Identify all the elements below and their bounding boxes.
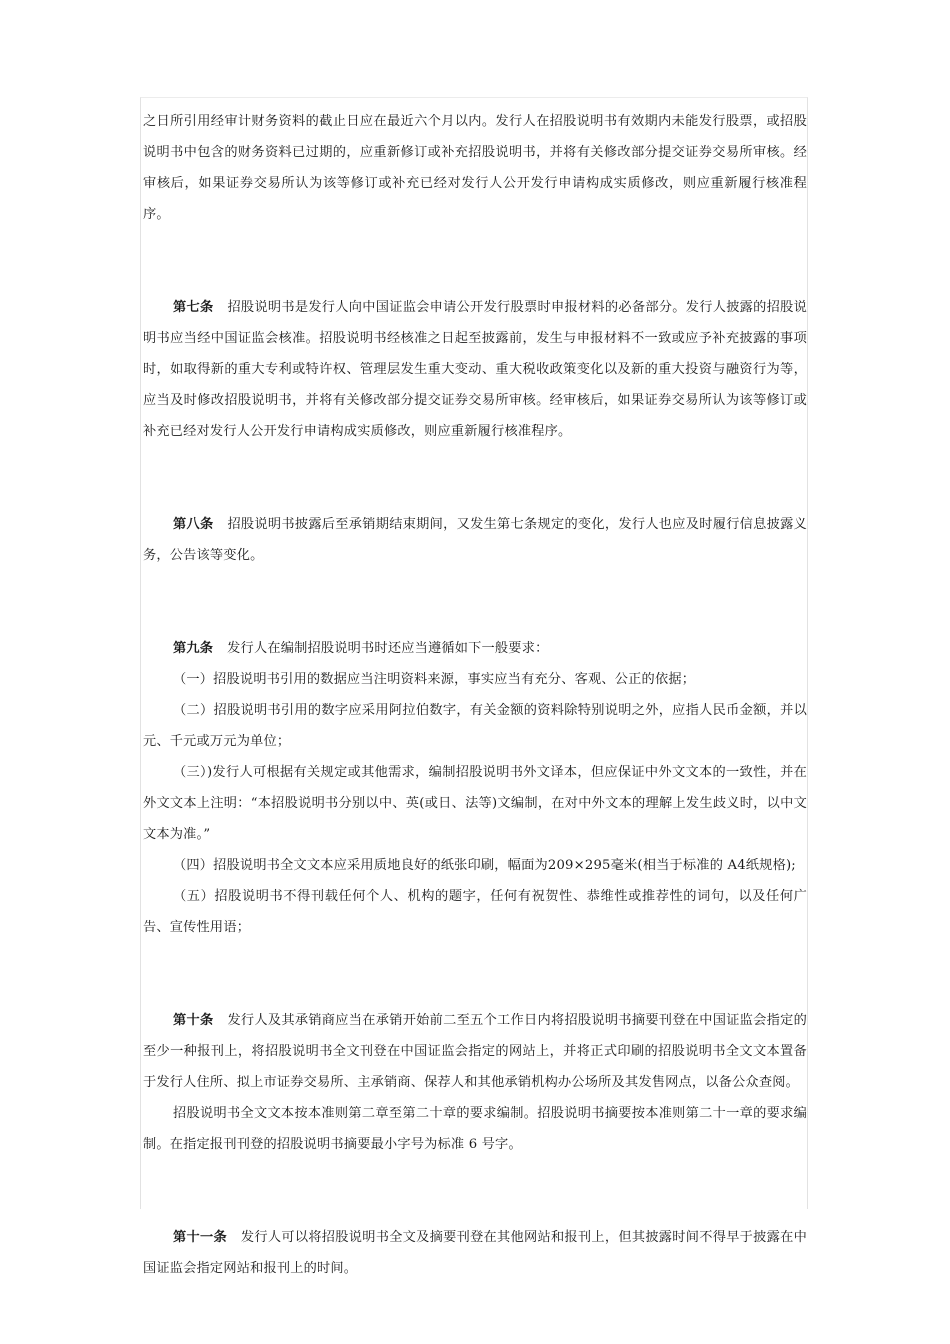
article-10 [143, 1005, 807, 1098]
article-10-label: 第十条 [173, 1013, 214, 1028]
article-11-text: 发行人可以将招股说明书全文及摘要刊登在其他网站和报刊上，但其披露时间不得早于披露在中国证监会指定网站和报刊上的时间。 [143, 1230, 807, 1276]
article-9-text: 发行人在编制招股说明书时还应当遵循如下一般要求： [227, 641, 549, 656]
article-9-item-2: （二）招股说明书引用的数字应采用阿拉伯数字，有关金额的资料除特别说明之外，应指人民币金额，并以元、千元或万元为单位； [143, 703, 807, 749]
article-7-label: 第七条 [173, 300, 214, 315]
article-9-item-1: （一）招股说明书引用的数据应当注明资料来源，事实应当有充分、客观、公正的依据； [173, 672, 696, 687]
spacer [143, 1160, 807, 1222]
article-8-label: 第八条 [173, 517, 214, 532]
article-8-text: 招股说明书披露后至承销期结束期间，又发生第七条规定的变化，发行人也应及时履行信息披露义务，公告该等变化。 [143, 517, 807, 563]
article-10-paragraph-2: 招股说明书全文文本按本准则第二章至第二十章的要求编制。招股说明书摘要按本准则第二十一章的要求编制。在指定报刊刊登的招股说明书摘要最小字号为标准 6 号字。 [143, 1106, 807, 1152]
article-9 [143, 633, 807, 664]
document-body [143, 106, 807, 1284]
article-11-label: 第十一条 [173, 1230, 227, 1245]
spacer [143, 230, 807, 292]
article-9-item-3: （三）)发行人可根据有关规定或其他需求，编制招股说明书外文译本，但应保证中外文文本的一致性，并在外文文本上注明：“本招股说明书分别以中、英(或日、法等)文编制，在对中外文本的理解上发生歧义时，以中文文本为准。” [143, 765, 807, 842]
article-9-item-5: （五）招股说明书不得刊载任何个人、机构的题字，任何有祝贺性、恭维性或推荐性的词句，以及任何广告、宣传性用语； [143, 889, 807, 935]
spacer [143, 447, 807, 509]
article-7-text: 招股说明书是发行人向中国证监会申请公开发行股票时申报材料的必备部分。发行人披露的招股说明书应当经中国证监会核准。招股说明书经核准之日起至披露前，发生与申报材料不一致或应予补充披露的事项时，如取得新的重大专利或特许权、管理层发生重大变动、重大税收政策变化以及新的重大投资与融资行为等，应当及时修改招股说明书，并将有关修改部分提交证券交易所审核。经审核后，如果证券交易所认为该等修订或补充已经对发行人公开发行申请构成实质修改，则应重新履行核准程序。 [143, 300, 807, 439]
article-11 [143, 1222, 807, 1284]
article-9-item-4: （四）招股说明书全文文本应采用质地良好的纸张印刷，幅面为209×295毫米(相当于标准的 A4纸规格); [173, 858, 796, 873]
intro-paragraph: 之日所引用经审计财务资料的截止日应在最近六个月以内。发行人在招股说明书有效期内未能发行股票，或招股说明书中包含的财务资料已过期的，应重新修订或补充招股说明书，并将有关修改部分提交证券交易所审核。经审核后，如果证券交易所认为该等修订或补充已经对发行人公开发行申请构成实质修改，则应重新履行核准程序。 [143, 114, 807, 222]
article-9-label: 第九条 [173, 641, 214, 656]
article-8 [143, 509, 807, 571]
spacer [143, 943, 807, 1005]
article-7 [143, 292, 807, 447]
article-10-text: 发行人及其承销商应当在承销开始前二至五个工作日内将招股说明书摘要刊登在中国证监会指定的至少一种报刊上，将招股说明书全文刊登在中国证监会指定的网站上，并将正式印刷的招股说明书全文文本置备于发行人住所、拟上市证券交易所、主承销商、保荐人和其他承销机构办公场所及其发售网点，以备公众查阅。 [143, 1013, 807, 1090]
spacer [143, 571, 807, 633]
